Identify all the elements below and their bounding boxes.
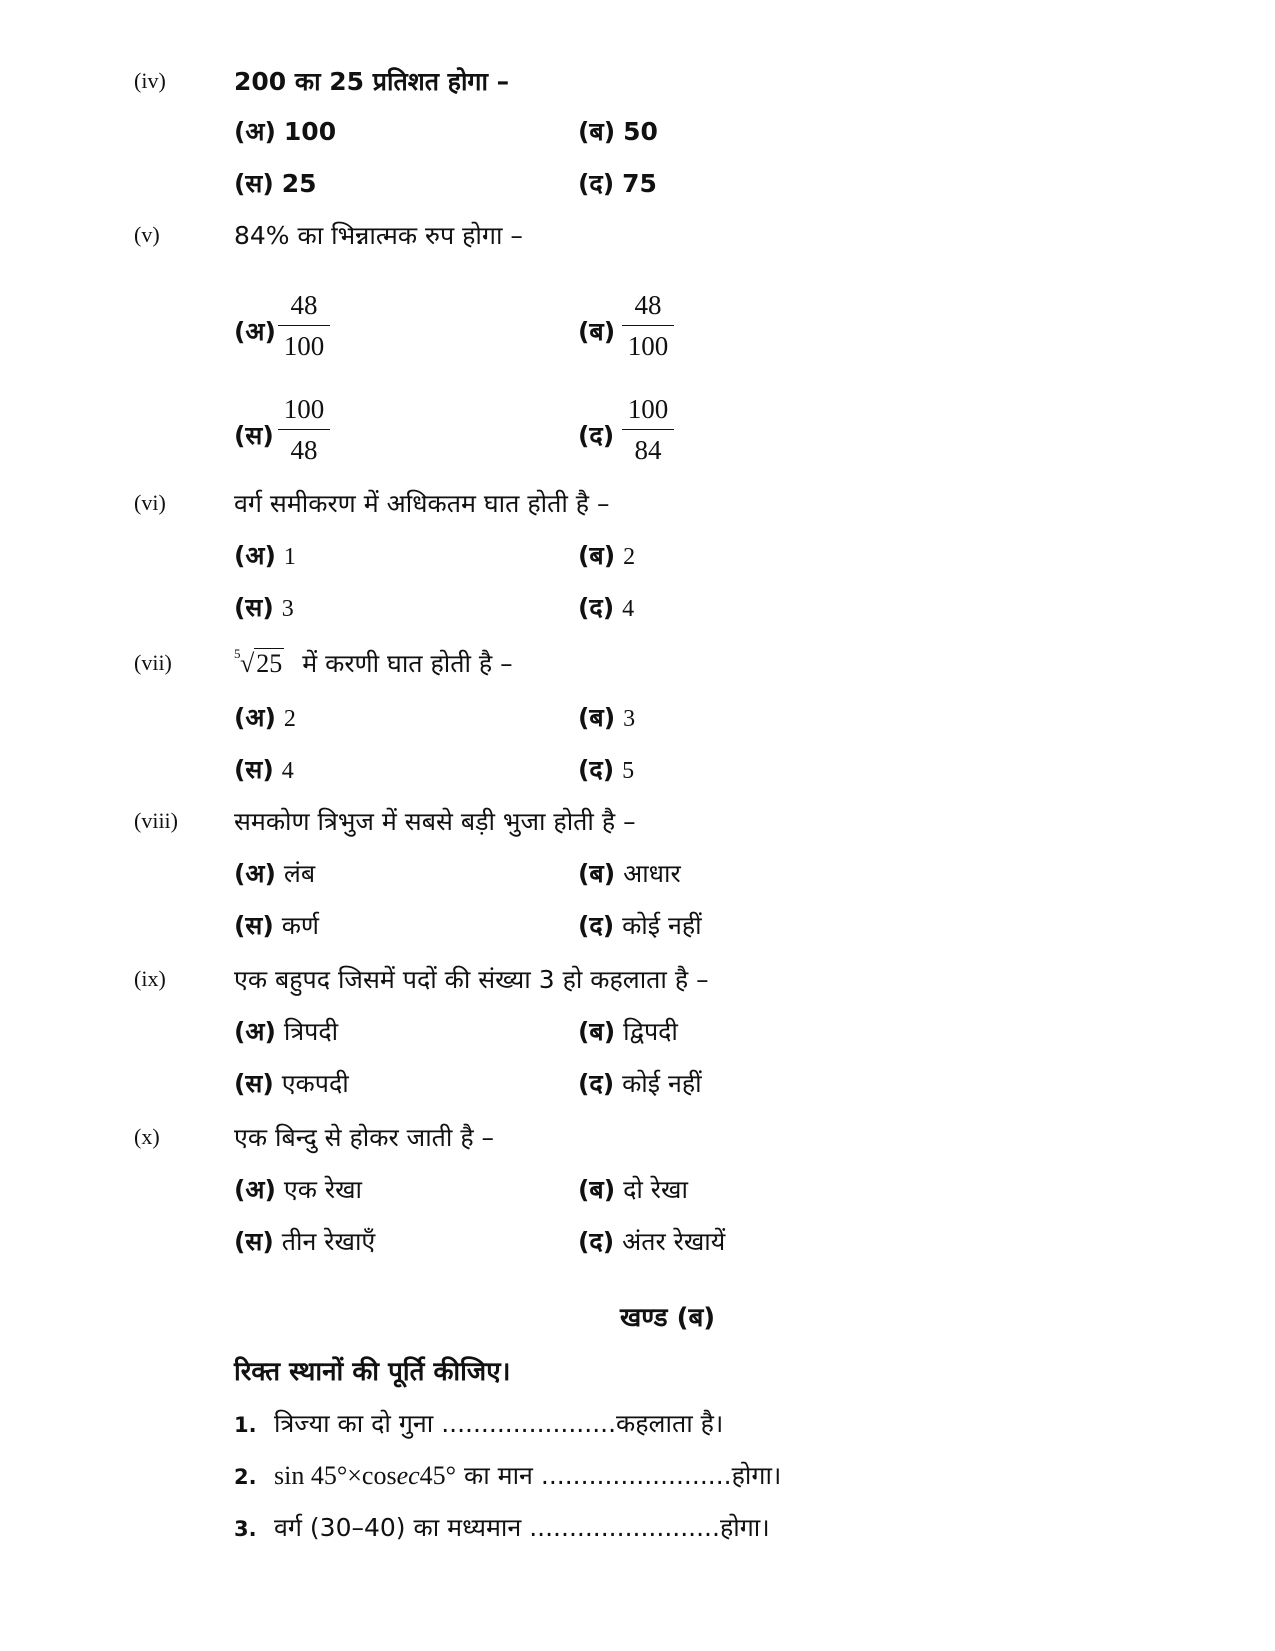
- question-text: 200 का 25 प्रतिशत होगा –: [234, 67, 510, 96]
- option-c[interactable]: [234, 166, 317, 206]
- option-value: 75: [622, 169, 657, 198]
- numerator: 100: [283, 394, 325, 424]
- option-value: 3: [281, 596, 294, 622]
- item-number: 3.: [234, 1517, 257, 1541]
- option-c[interactable]: [234, 1066, 349, 1106]
- option-value: 4: [281, 758, 294, 784]
- option-value: 3: [623, 706, 636, 732]
- fill-blank-item-2: [234, 1458, 781, 1498]
- option-value: अंतर रेखायें: [622, 1227, 726, 1256]
- section-title: रिक्त स्थानों की पूर्ति कीजिए।: [234, 1357, 511, 1387]
- item-number: 2.: [234, 1465, 257, 1489]
- option-a[interactable]: [234, 114, 336, 154]
- option-value: एकपदी: [281, 1069, 349, 1098]
- numerator: 48: [634, 290, 662, 320]
- item-number: 1.: [234, 1413, 257, 1437]
- question-text: समकोण त्रिभुज में सबसे बड़ी भुजा होती है –: [234, 807, 636, 836]
- option-label: (द): [578, 755, 615, 784]
- option-label: (द): [578, 1227, 615, 1256]
- option-d[interactable]: [578, 166, 657, 206]
- fraction: [622, 288, 674, 363]
- option-label: (ब): [578, 1017, 616, 1046]
- option-a[interactable]: [234, 1172, 362, 1212]
- option-label: (ब): [578, 541, 616, 570]
- option-label: (स): [234, 593, 274, 622]
- option-c[interactable]: [234, 752, 294, 792]
- question-viii: [0, 802, 1275, 842]
- option-a[interactable]: [234, 538, 296, 578]
- option-label: (स): [234, 755, 274, 784]
- option-label: (अ): [234, 703, 276, 732]
- option-d[interactable]: [578, 590, 634, 630]
- option-a[interactable]: [234, 700, 296, 740]
- option-label: (स): [234, 911, 274, 940]
- option-value: 2: [283, 706, 296, 732]
- numerator: 100: [627, 394, 669, 424]
- option-value: द्विपदी: [623, 1017, 678, 1046]
- option-label: (ब): [578, 117, 616, 146]
- option-a[interactable]: [234, 1014, 338, 1054]
- option-label: (ब): [578, 859, 616, 888]
- option-label: (द): [578, 593, 615, 622]
- option-value: 4: [622, 596, 635, 622]
- question-number: (iv): [134, 68, 166, 93]
- item-text-after: कहलाता है।: [616, 1409, 724, 1438]
- question-text: 84% का भिन्नात्मक रुप होगा –: [234, 221, 523, 250]
- option-label: (द): [578, 911, 615, 940]
- option-b[interactable]: [578, 538, 635, 578]
- blank-line[interactable]: ........................: [540, 1461, 732, 1490]
- question-iv: [0, 62, 1275, 102]
- option-b[interactable]: [578, 1014, 678, 1054]
- option-b[interactable]: [578, 1172, 688, 1212]
- denominator: 84: [634, 435, 662, 465]
- option-label: (अ): [234, 1017, 276, 1046]
- option-value: तीन रेखाएँ: [281, 1227, 376, 1256]
- fraction-bar: [278, 429, 330, 430]
- fraction: [278, 288, 330, 363]
- radical-sign: √: [240, 649, 255, 678]
- numerator: 48: [290, 290, 318, 320]
- blank-line[interactable]: ........................: [529, 1513, 720, 1542]
- question-x: [0, 1118, 1275, 1158]
- item-text-after: होगा।: [731, 1461, 782, 1490]
- radical-expression: [234, 648, 284, 679]
- math-italic: ec: [396, 1461, 420, 1490]
- option-value: 1: [283, 544, 296, 570]
- math-part: sin 45°×cos: [274, 1461, 397, 1490]
- question-text: एक बहुपद जिसमें पदों की संख्या 3 हो कहलाता है –: [234, 965, 709, 994]
- option-b[interactable]: [578, 700, 635, 740]
- option-b[interactable]: [578, 856, 681, 896]
- fraction: [278, 392, 330, 467]
- question-number: (viii): [134, 808, 178, 833]
- option-label: (स): [234, 1227, 274, 1256]
- option-value: एक रेखा: [283, 1175, 363, 1204]
- item-text-before: वर्ग (30–40) का मध्यमान: [274, 1513, 530, 1542]
- question-text: वर्ग समीकरण में अधिकतम घात होती है –: [234, 489, 610, 518]
- option-label: (ब): [578, 703, 616, 732]
- question-ix: [0, 960, 1275, 1000]
- question-vi: [0, 484, 1275, 524]
- denominator: 48: [290, 435, 318, 465]
- item-text-before: त्रिज्या का दो गुना: [274, 1409, 442, 1438]
- radicand: 25: [256, 649, 283, 678]
- option-label: (अ): [234, 541, 276, 570]
- math-expression: [274, 1461, 456, 1490]
- math-part-end: 45°: [419, 1461, 457, 1490]
- option-value: कर्ण: [281, 911, 319, 940]
- question-vii: [0, 644, 1275, 684]
- denominator: 100: [627, 331, 669, 361]
- option-value: 5: [622, 758, 635, 784]
- option-value: 2: [623, 544, 636, 570]
- option-label: (ब): [578, 1175, 616, 1204]
- option-value: कोई नहीं: [622, 1069, 702, 1098]
- option-value: 100: [283, 117, 337, 146]
- denominator: 100: [283, 331, 325, 361]
- option-label: (अ): [234, 859, 276, 888]
- section-heading: खण्ड (ब): [620, 1303, 716, 1333]
- fraction-bar: [278, 325, 330, 326]
- option-label: (द): [578, 169, 615, 198]
- item-text-after: होगा।: [719, 1513, 770, 1542]
- option-d[interactable]: [578, 752, 634, 792]
- option-value: त्रिपदी: [283, 1017, 339, 1046]
- option-label: (द): [578, 421, 615, 450]
- question-number: (v): [134, 222, 160, 247]
- question-number: (ix): [134, 966, 166, 991]
- option-value: आधार: [623, 859, 681, 888]
- option-c[interactable]: [234, 1224, 375, 1264]
- fraction-bar: [622, 429, 674, 430]
- fill-blank-item-3: [234, 1510, 770, 1550]
- fraction: [622, 392, 674, 467]
- option-value: लंब: [283, 859, 316, 888]
- blank-line[interactable]: ......................: [441, 1409, 617, 1438]
- option-label: (अ): [234, 317, 276, 346]
- question-text: में करणी घात होती है –: [302, 649, 513, 678]
- question-text: एक बिन्दु से होकर जाती है –: [234, 1123, 495, 1152]
- option-c[interactable]: [234, 590, 294, 630]
- question-text-wrap: [234, 646, 513, 680]
- option-label: (स): [234, 169, 274, 198]
- option-label: (स): [234, 1069, 274, 1098]
- fill-blank-item-1: [234, 1406, 723, 1446]
- option-value: कोई नहीं: [622, 911, 702, 940]
- question-number: (vi): [134, 490, 166, 515]
- option-value: 25: [281, 169, 317, 198]
- option-d[interactable]: [578, 1224, 725, 1264]
- option-label: (अ): [234, 117, 276, 146]
- option-label: (द): [578, 1069, 615, 1098]
- radical-index: 5: [234, 646, 241, 661]
- option-label: (ब): [578, 317, 616, 346]
- option-label: (स): [234, 421, 274, 450]
- option-value: दो रेखा: [623, 1175, 688, 1204]
- item-text-before: का मान: [456, 1461, 541, 1490]
- question-number: (vii): [134, 650, 172, 675]
- option-d[interactable]: [578, 908, 702, 948]
- option-d[interactable]: [578, 1066, 702, 1106]
- option-c[interactable]: [234, 908, 319, 948]
- option-a[interactable]: [234, 856, 315, 896]
- option-b[interactable]: [578, 114, 658, 154]
- question-v: [0, 216, 1275, 256]
- fraction-bar: [622, 325, 674, 326]
- question-number: (x): [134, 1124, 160, 1149]
- option-label: (अ): [234, 1175, 276, 1204]
- option-value: 50: [623, 117, 658, 146]
